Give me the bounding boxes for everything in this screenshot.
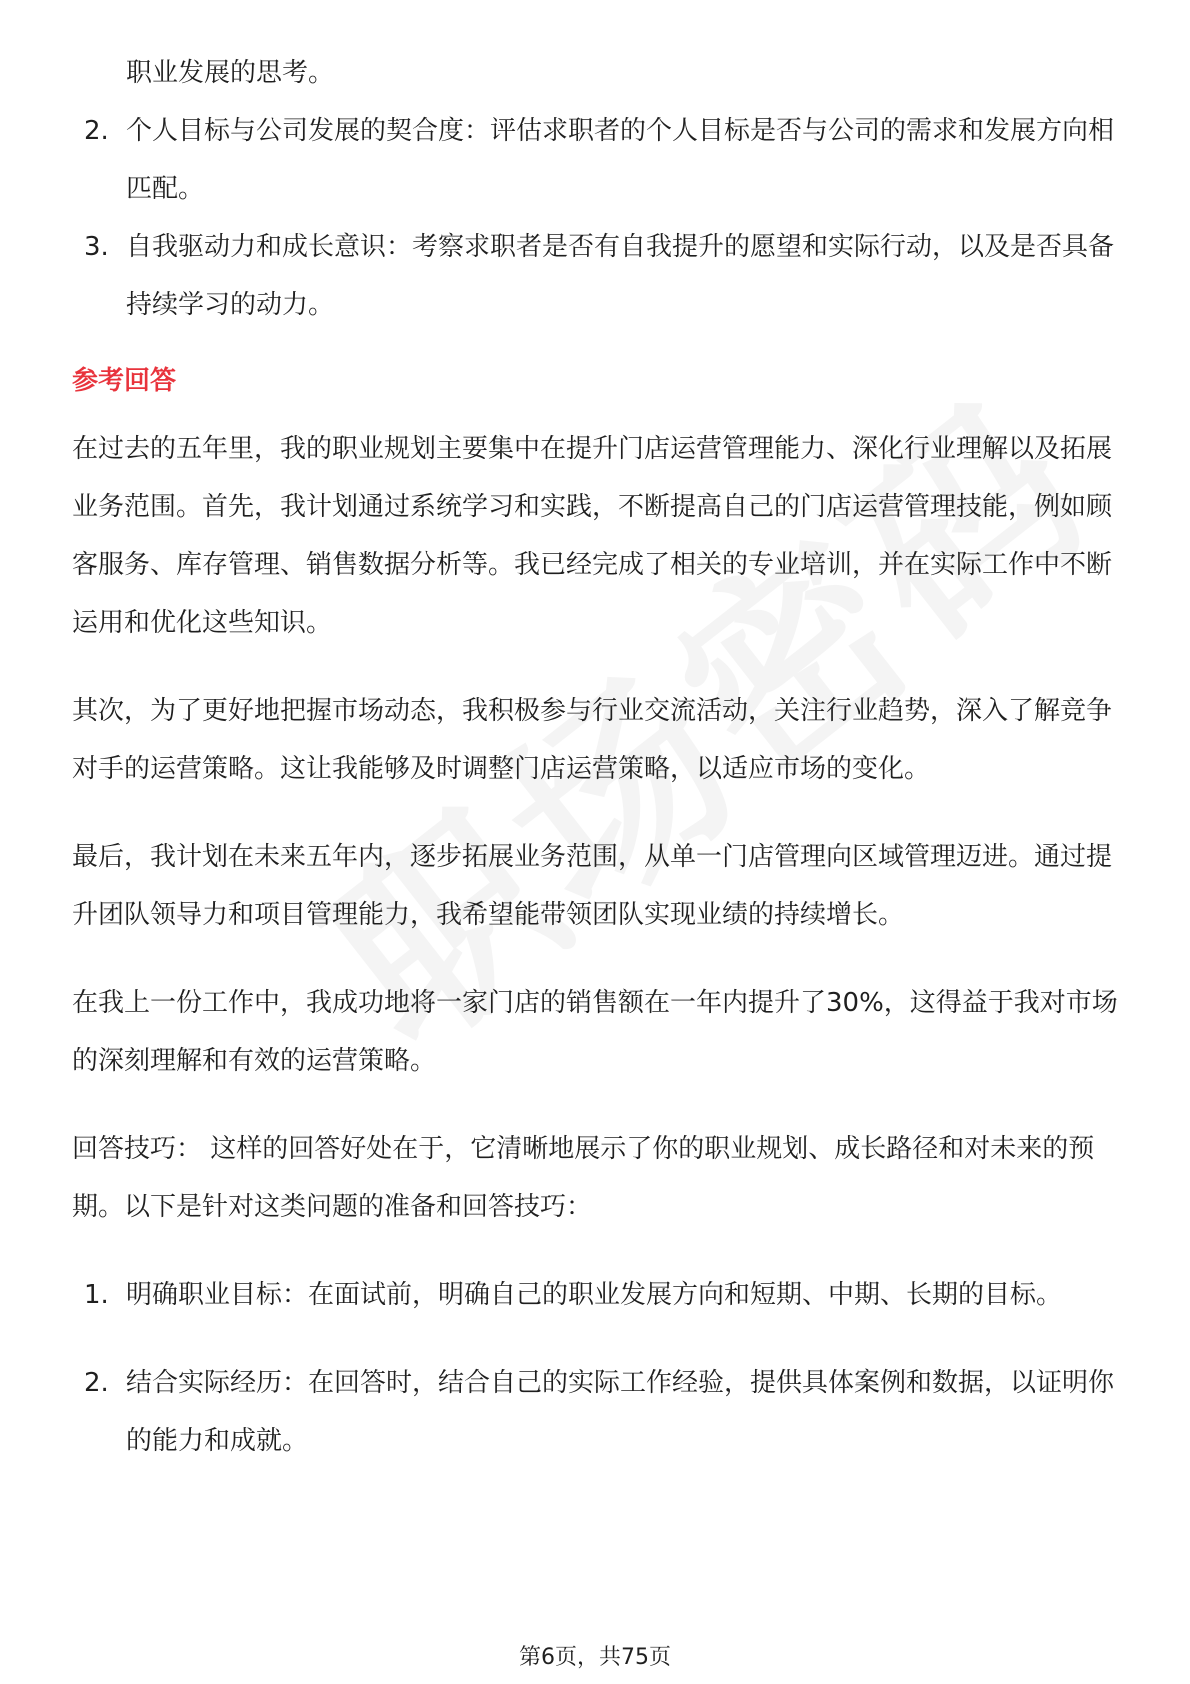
list-item <box>72 1266 1122 1324</box>
list-item-text: 结合实际经历：在回答时，结合自己的实际工作经验，提供具体案例和数据，以证明你的能力和成就。 <box>126 1368 1115 1456</box>
paragraph: 最后，我计划在未来五年内，逐步拓展业务范围，从单一门店管理向区域管理迈进。通过提升团队领导力和项目管理能力，我希望能带领团队实现业绩的持续增长。 <box>72 842 1113 930</box>
list-item <box>72 218 1122 334</box>
list-item <box>72 102 1122 218</box>
list-continuation: 职业发展的思考。 <box>126 58 335 88</box>
page-footer: 第6页，共75页 <box>519 1645 671 1670</box>
list-item-text: 个人目标与公司发展的契合度：评估求职者的个人目标是否与公司的需求和发展方向相匹配。 <box>126 116 1115 204</box>
paragraph: 在过去的五年里，我的职业规划主要集中在提升门店运营管理能力、深化行业理解以及拓展业务范围。首先，我计划通过系统学习和实践，不断提高自己的门店运营管理技能，例如顾客服务、库存管理、销售数据分析等。我已经完成了相关的专业培训，并在实际工作中不断运用和优化这些知识。 <box>72 434 1113 638</box>
list-number: 3. <box>84 232 109 262</box>
list-item-text: 明确职业目标：在面试前，明确自己的职业发展方向和短期、中期、长期的目标。 <box>126 1280 1063 1310</box>
paragraph: 回答技巧： 这样的回答好处在于，它清晰地展示了你的职业规划、成长路径和对未来的预期。以下是针对这类问题的准备和回答技巧： <box>72 1134 1095 1222</box>
list-number: 1. <box>84 1280 109 1310</box>
list-number: 2. <box>84 116 109 146</box>
document-body <box>72 44 1122 1500</box>
tips-list <box>72 1266 1122 1470</box>
paragraph: 其次，为了更好地把握市场动态，我积极参与行业交流活动，关注行业趋势，深入了解竞争对手的运营策略。这让我能够及时调整门店运营策略，以适应市场的变化。 <box>72 696 1113 784</box>
section-heading: 参考回答 <box>72 366 177 396</box>
list-number: 2. <box>84 1368 109 1398</box>
list-item <box>72 1354 1122 1470</box>
paragraph: 在我上一份工作中，我成功地将一家门店的销售额在一年内提升了30%，这得益于我对市场的深刻理解和有效的运营策略。 <box>72 988 1118 1076</box>
list-item-text: 自我驱动力和成长意识：考察求职者是否有自我提升的愿望和实际行动，以及是否具备持续学习的动力。 <box>126 232 1115 320</box>
